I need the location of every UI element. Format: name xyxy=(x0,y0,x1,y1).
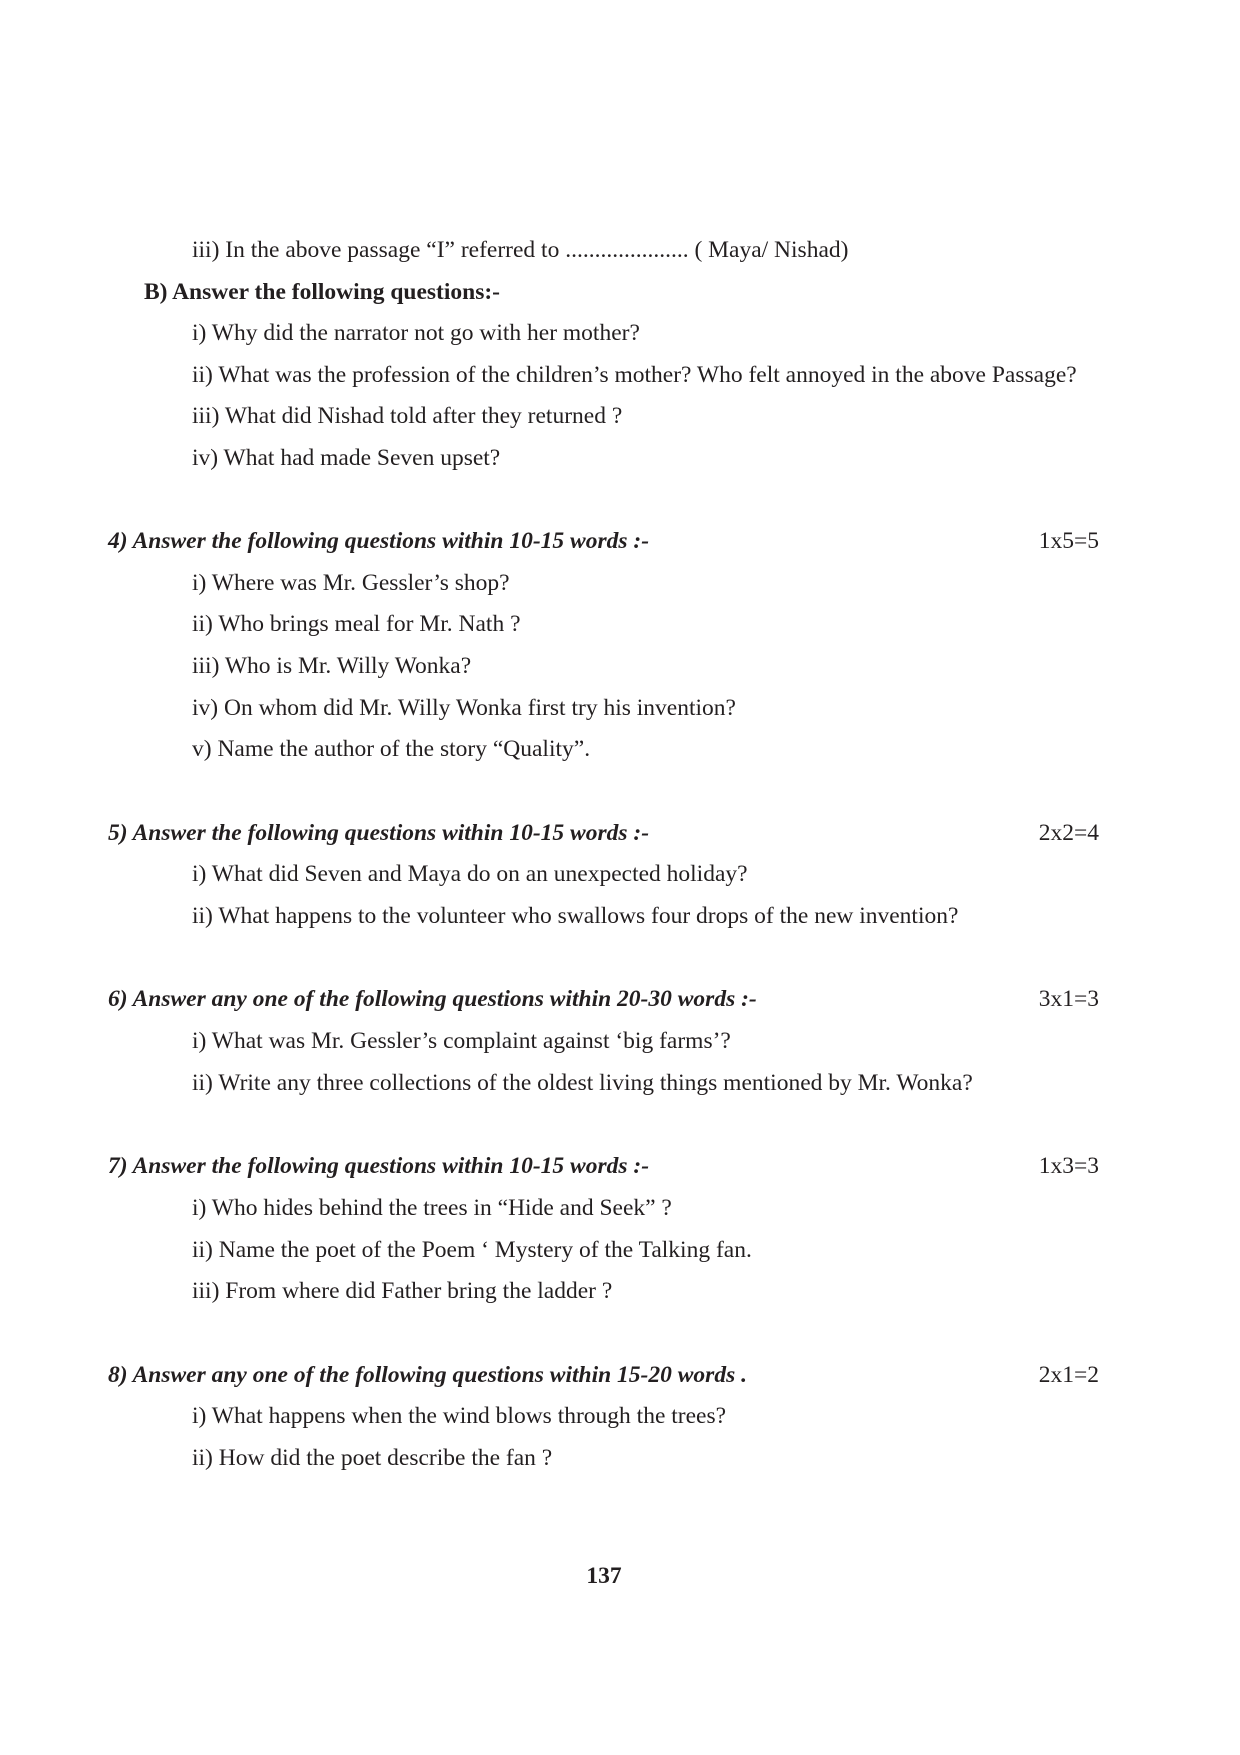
question-8-item-2: ii) How did the poet describe the fan ? xyxy=(192,1445,553,1471)
question-8-marks: 2x1=2 xyxy=(1038,1362,1099,1388)
question-4-item-5: v) Name the author of the story “Quality”. xyxy=(192,736,591,762)
question-6-item-1: i) What was Mr. Gessler’s complaint against ‘big farms’? xyxy=(192,1028,731,1054)
question-5-item-2: ii) What happens to the volunteer who swallows four drops of the new invention? xyxy=(192,903,959,929)
question-7-item-2: ii) Name the poet of the Poem ‘ Mystery of the Talking fan. xyxy=(192,1237,752,1263)
question-4-item-2: ii) Who brings meal for Mr. Nath ? xyxy=(192,611,521,637)
question-5-heading: 5) Answer the following questions within 10-15 words :- xyxy=(108,820,650,846)
part-b-heading: B) Answer the following questions:- xyxy=(144,279,501,305)
question-5-marks: 2x2=4 xyxy=(1038,820,1099,846)
question-4-heading: 4) Answer the following questions within 10-15 words :- xyxy=(108,528,650,554)
page-number: 137 xyxy=(586,1563,622,1589)
part-b-item-1: i) Why did the narrator not go with her mother? xyxy=(192,320,640,346)
question-7-item-3: iii) From where did Father bring the ladder ? xyxy=(192,1278,613,1304)
question-6-item-2: ii) Write any three collections of the oldest living things mentioned by Mr. Wonka? xyxy=(192,1070,973,1096)
question-6-marks: 3x1=3 xyxy=(1038,986,1099,1012)
question-7-marks: 1x3=3 xyxy=(1038,1153,1099,1179)
question-4-item-3: iii) Who is Mr. Willy Wonka? xyxy=(192,653,472,679)
question-4-item-4: iv) On whom did Mr. Willy Wonka first try his invention? xyxy=(192,695,736,721)
question-7-item-1: i) Who hides behind the trees in “Hide and Seek” ? xyxy=(192,1195,672,1221)
question-6-heading: 6) Answer any one of the following questions within 20-30 words :- xyxy=(108,986,757,1012)
part-b-item-3: iii) What did Nishad told after they returned ? xyxy=(192,403,623,429)
question-8-heading: 8) Answer any one of the following questions within 15-20 words . xyxy=(108,1362,747,1388)
part-b-item-4: iv) What had made Seven upset? xyxy=(192,445,501,471)
part-b-item-2: ii) What was the profession of the children’s mother? Who felt annoyed in the above Passage? xyxy=(192,362,1077,388)
passage-question-iii: iii) In the above passage “I” referred to ..................... ( Maya/ Nishad) xyxy=(192,237,849,263)
question-5-item-1: i) What did Seven and Maya do on an unexpected holiday? xyxy=(192,861,748,887)
question-4-marks: 1x5=5 xyxy=(1038,528,1099,554)
question-4-item-1: i) Where was Mr. Gessler’s shop? xyxy=(192,570,510,596)
question-7-heading: 7) Answer the following questions within 10-15 words :- xyxy=(108,1153,650,1179)
question-8-item-1: i) What happens when the wind blows through the trees? xyxy=(192,1403,727,1429)
